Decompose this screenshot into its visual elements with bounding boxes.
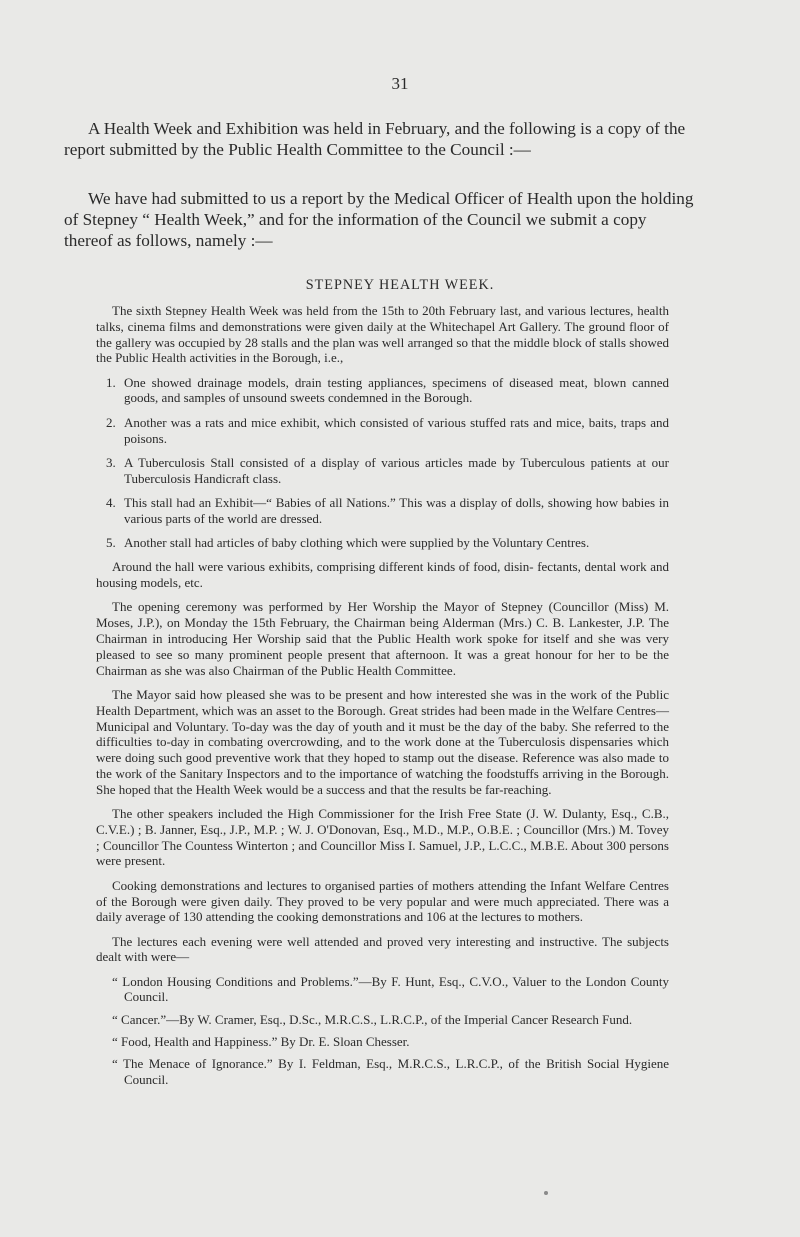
stall-number: 1. [106, 374, 116, 390]
stall-text: Another stall had articles of baby clothing which were supplied by the Voluntary Centres. [124, 535, 590, 551]
around-hall-paragraph: Around the hall were various exhibits, comprising different kinds of food, disin- fectants, dental work and housing models, etc. [96, 559, 669, 591]
cooking-paragraph: Cooking demonstrations and lectures to organised parties of mothers attending the Infant Welfare Centres of the Borough were given daily. They proved to be very popular and were much appreciated. There was a daily average of 130 attending the cooking demonstrations and 106 at the lectures to mothers. [96, 877, 669, 925]
stall-text: A Tuberculosis Stall consisted of a display of various articles made by Tuberculous patients at our Tuberculosis Handicraft class. [124, 454, 669, 486]
stall-number: 3. [106, 454, 116, 470]
lectures-intro-paragraph: The lectures each evening were well attended and proved very interesting and instructive. The subjects dealt with were— [96, 933, 669, 965]
opening-ceremony-paragraph: The opening ceremony was performed by Her Worship the Mayor of Stepney (Councillor (Miss) M. Moses, J.P.), on Monday the 15th February, the Chairman being Alderman (Mrs.) C. B. Lankester, J.P. The Chairman in introducing Her Worship said that the Public Health work spoke for itself and she was very pleased to see so many prominent people present that afternoon. It was a great honour for her to be the Chairman as she was also Chairman of the Public Health Committee. [96, 599, 669, 678]
intro-paragraph: A Health Week and Exhibition was held in February, and the following is a copy of the report submitted by the Public Health Committee to the Council :— [64, 119, 686, 159]
other-speakers-paragraph: The other speakers included the High Commissioner for the Irish Free State (J. W. Dulanty, Esq., C.B., C.V.E.) ; B. Janner, Esq., J.P., M.P. ; W. J. O'Donovan, Esq., M.D., M.P., O.B.E. ; Councillor (Mrs.) M. Tovey ; Councillor The Countess Winterton ; and Councillor Miss I. Samuel, J.P., L.C.C., M.B.E. About 300 persons were present. [96, 806, 669, 869]
stall-item [96, 455, 669, 487]
lecture-item: “ Food, Health and Happiness.” By Dr. E. Sloan Chesser. [112, 1034, 410, 1050]
stall-text: Another was a rats and mice exhibit, which consisted of various stuffed rats and mice, baits, traps and poisons. [124, 414, 669, 446]
lecture-item: “ Cancer.”—By W. Cramer, Esq., D.Sc., M.R.C.S., L.R.C.P., of the Imperial Cancer Research Fund. [112, 1011, 633, 1027]
scan-speck [544, 1191, 548, 1195]
stall-text: This stall had an Exhibit—“ Babies of all Nations.” This was a display of dolls, showing how babies in various parts of the world are dressed. [124, 494, 669, 526]
report-opening-paragraph: The sixth Stepney Health Week was held from the 15th to 20th February last, and various lectures, health talks, cinema films and demonstrations were given daily at the Whitechapel Art Gallery. The ground floor of the gallery was occupied by 28 stalls and the plan was well arranged so that the middle block of stalls showed the Public Health activities in the Borough, i.e., [96, 303, 669, 366]
stall-item [96, 375, 669, 407]
page-number: 31 [391, 74, 409, 93]
stall-number: 4. [106, 494, 116, 510]
mayor-speech-paragraph: The Mayor said how pleased she was to be present and how interested she was in the work of the Public Health Department, which was an asset to the Borough. Great strides had been made in the Welfare Centres—Municipal and Voluntary. To-day was the day of youth and it must be the day of the baby. She referred to the difficulties to-day in combating overcrowding, and to the work done at the Tuberculosis dispensaries which were doing such good preventive work that they hoped to stamp out the disease. Reference was also made to the work of the Sanitary Inspectors and to the importance of watching the foodstuffs arriving in the Borough. She hoped that the Health Week would be a success and that the results be far-reaching. [96, 686, 669, 797]
stall-number: 5. [106, 535, 116, 551]
stall-item [96, 535, 669, 551]
stall-text: One showed drainage models, drain testing appliances, specimens of diseased meat, blown canned goods, and samples of unsound sweets condemned in the Borough. [124, 374, 669, 406]
stall-item [96, 495, 669, 527]
stall-list [96, 375, 669, 551]
committee-paragraph: We have had submitted to us a report by the Medical Officer of Health upon the holding of Stepney “ Health Week,” and for the information of the Council we submit a copy thereof as follows, namely :— [64, 189, 694, 250]
stall-item [96, 415, 669, 447]
section-title: STEPNEY HEALTH WEEK. [305, 277, 495, 293]
stall-number: 2. [106, 414, 116, 430]
lecture-item: “ The Menace of Ignorance.” By I. Feldman, Esq., M.R.C.S., L.R.C.P., of the British Social Hygiene Council. [112, 1056, 669, 1088]
report-body [96, 303, 669, 1094]
lecture-item: “ London Housing Conditions and Problems.”—By F. Hunt, Esq., C.V.O., Valuer to the London County Council. [112, 973, 669, 1005]
